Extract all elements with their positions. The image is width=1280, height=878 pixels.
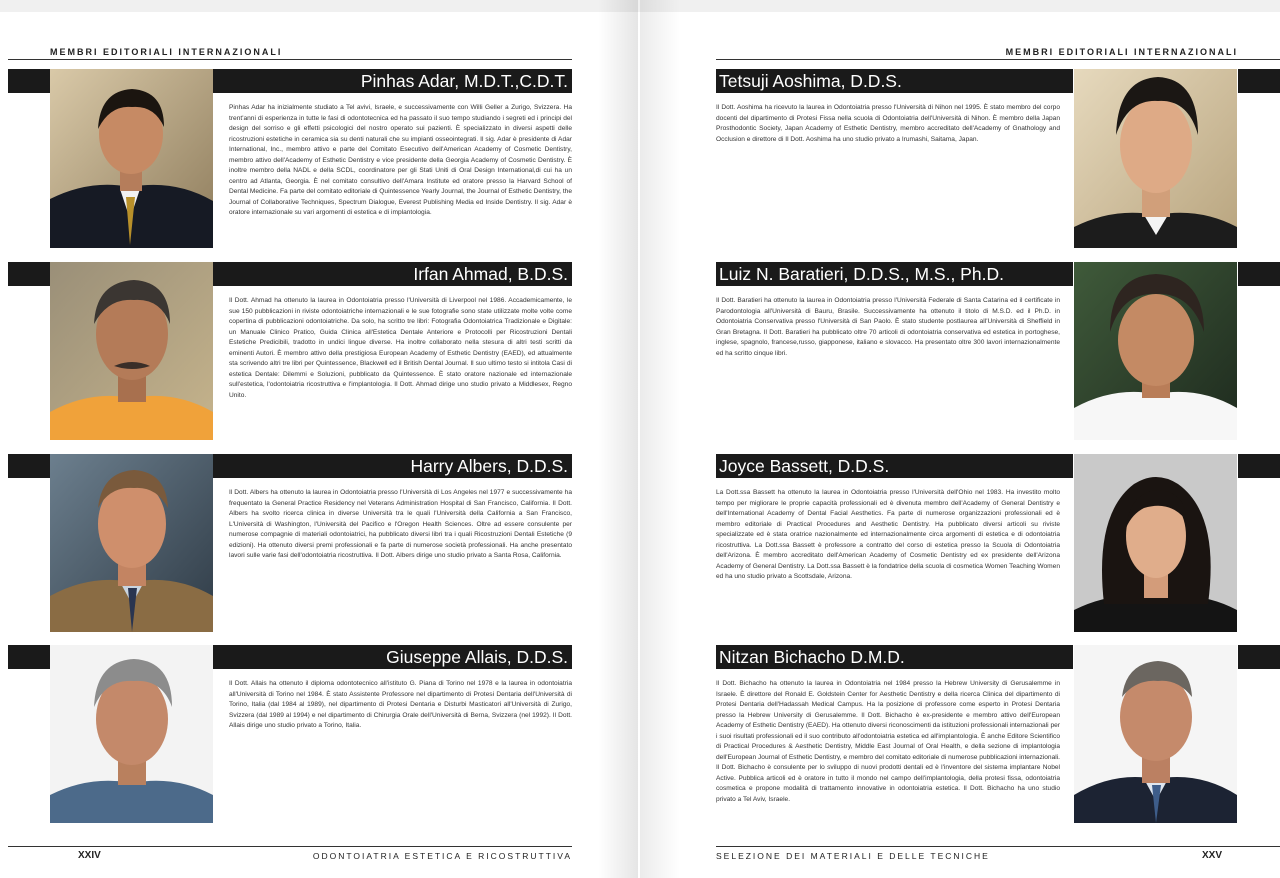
name-bar-stub: [1238, 262, 1280, 286]
profile-photo: [1074, 69, 1237, 248]
name-bar-stub: [8, 262, 50, 286]
profile-bio: La Dott.ssa Bassett ha ottenuto la laurea in Odontoiatria presso l'Università dell'Ohio nel 1983. Ha investito molto tempo per migliorare le proprie capacità professionali ed è divenuta membro dell'Academy of General Dentistry e dell'International Academy of Dental Facial Aesthetics. Fa parte di numerose organizzazioni professionali ed è membro editoriale di Practical Procedures and Aesthetic Dentistry. Ha pubblicato diversi articoli su riviste specializzate ed è stata oratrice nazionalmente ed internazionalmente circa argomenti di estetica e di odontoiatria ricostruttiva. La Dott.ssa Bassett è professore a contratto del corso di estetica presso la Scuola di Odontoiatria dell'Arizona. È membro accreditato dell'American Academy of Cosmetic Dentistry ed ex presidente dell'Arizona Academy of General Dentistry. La Dott.ssa Bassett è la fondatrice della scuola di cosmetica Women Teaching Women ed ha uno studio privato a Scottsdale, Arizona.: [716, 489, 1060, 580]
profile-name: Joyce Bassett, D.D.S.: [719, 456, 890, 476]
profile-photo: [50, 645, 213, 823]
profile-bio: Il Dott. Bichacho ha ottenuto la laurea in Odontoiatria nel 1984 presso la Hebrew University di Gerusalemme in Israele. È direttore del Ronald E. Goldstein Center for Aesthetic Dentistry e della ricerca Clinica del dipartimento di Protesi Dentaria dell'Hadassah Medical Campus. Ha la posizione di professore come esperto in Protesi Dentaria presso la Hebrew University di Gerusalemme. Il Dott. Bichacho è ex-presidente e membro attivo dell'European Academy of Esthetic Dentistry (EAED). Ha ottenuto diversi riconoscimenti da istituzioni professionali internazionali per i suoi risultati professionali ed il suo contributo all'odontoiatria estetica ed all'implantologia. È anche Editore Scientifico di Practical Procedures & Aesthetic Dentistry, Middle East Journal of Oral Health, e della sezione di implantologia dell'European Journal of Esthetic Dentistry, e membro del comitato editoriale di numerose pubblicazioni internazionali. Il Dott. Bichacho è consulente per lo sviluppo di nuovi prodotti dentali ed è l'inventore del sistema implantare Nobel Active. Pubblica articoli ed è oratore in tutto il mondo nel campo dell'implantologia, della protesi fissa, odontoiatria cosmetica e propone modalità di trattamento innovative in odontoiatria estetica. Il Dott. Bichacho ha uno studio privato a Tel Aviv, Israele.: [716, 680, 1060, 803]
profile-bio: Il Dott. Allais ha ottenuto il diploma odontotecnico all'istituto G. Piana di Torino nel 1978 e la laurea in odontoiatria all'Università di Torino nel 1984. È stato Assistente Professore nel dipartimento di Protesi Dentaria dell'Università di Torino, Italia (dal 1984 al 1989), nel dipartimento di Protesi Dentaria e Disturbi Masticatori all'Università di Zurigo, Svizzera (dal 1989 al 1994) e nel dipartimento di Chirurgia Orale dell'Università di Berna, Svizzera (nel 1992). Il Dott. Allais dirige uno studio privato a Torino, Italia.: [229, 680, 572, 729]
left-page-number: XXIV: [78, 850, 101, 861]
profile-bio: Il Dott. Aoshima ha ricevuto la laurea in Odontoiatria presso l'Università di Nihon nel 1995. È stato membro del corpo docenti del dipartimento di Protesi Fissa nella scuola di Odontoiatria dell'Università di Nihon. È membro della Japan Prosthodontic Society, Japan Academy of Esthetic Dentistry, membro accreditato dell'Academy of Gnathology and Occlusion e direttore di Il Dott. Aoshima ha uno studio privato a Irumashi, Saitama, Japan.: [716, 104, 1060, 143]
left-footer-rule: [8, 846, 572, 847]
profile-bio: Pinhas Adar ha inizialmente studiato a Tel avivi, Israele, e successivamente con Willi Geller a Zurigo, Svizzera. Ha trent'anni di esperienza in tutte le fasi di odontotecnica ed ha passato il suo tempo studiando i segreti ed i principi del design del sorriso e gli effetti psicologici del nostro operato sui pazienti. È specializzato in diversi aspetti delle ricostruzioni estetiche in ceramica sia su denti naturali che su impianti osseointegrati. Il sig. Adar è presidente di Adar International, Inc., membro attivo e parte del Comitato Esecutivo dell'American Academy of Cosmetic Dentistry, membro attivo dell'Academy of Esthetic Dentistry e vice presidente della Georgia Academy of Cosmetic Dentistry. È inoltre membro della NADL e della SCDL, coordinatore per gli Stati Uniti di Oral Design International,di cui ha un centro ad Atlanta, Georgia. È nel comitato consultivo dell'Amara Institute ed oratore presso la Harvard School of Dental Medicine. Fa parte del comitato editoriale di Quintessence Yearly Journal, the Journal of Esthetic Dentistry, the Journal of Collaborative Techniques, Spectrum Dialogue, Everest Publishing Media ed Inside Dentistry. Il sig. Adar è oratore internazionale su vari argomenti di estetica e di implantologia.: [229, 104, 572, 216]
name-bar-stub: [1238, 69, 1280, 93]
right-running-footer: SELEZIONE DEI MATERIALI E DELLE TECNICHE: [716, 851, 990, 861]
spine-shadow-right: [640, 0, 680, 878]
profile-name: Giuseppe Allais, D.D.S.: [386, 647, 568, 667]
profile-name: Irfan Ahmad, B.D.S.: [413, 264, 568, 284]
profile-photo: [50, 454, 213, 632]
profile-bio: Il Dott. Albers ha ottenuto la laurea in Odontoiatria presso l'Università di Los Angeles nel 1977 e successivamente ha frequentato la General Practice Residency nel Veterans Administration Hospital di San Francisco, California. Il Dott. Albers ha svolto ricerca clinica in diverse Università tra le quali l'Università della California a San Francisco, L'Università di Washington, l'Università del Pacifico e l'Oregon Health Sciences. Oltre ad essere consulente per numerose compagnie di materiali odontoiatrici, ha pubblicato diversi libri tra i quali Ricostruzioni Dentali Estetiche (9 edizioni). Ha ottenuto diversi premi professionali e fa parte di numerose società professionali. Ha anche presentato lavori sulle varie fasi dell'odontoiatria ricostruttiva. Il Dott. Albers dirige uno studio privato a Santa Rosa, California.: [229, 489, 572, 559]
name-bar-stub: [1238, 645, 1280, 669]
left-header-rule: [8, 59, 572, 60]
profile-photo: [1074, 262, 1237, 440]
profile-name: Luiz N. Baratieri, D.D.S., M.S., Ph.D.: [719, 264, 1004, 284]
profile-name: Nitzan Bichacho D.M.D.: [719, 647, 905, 667]
profile-name: Pinhas Adar, M.D.T.,C.D.T.: [360, 71, 568, 91]
profile-bio: Il Dott. Ahmad ha ottenuto la laurea in Odontoiatria presso l'Università di Liverpool nel 1986. Accademicamente, le sue 150 pubblicazioni in riviste odontoiatriche internazionali e le sue fotografie sono state utilizzate molte volte come copertina di pubblicazioni odontoiatriche. Da solo, ha scritto tre libri: Fotografia Odontoiatrica Tradizionale e Digitale: un Manuale Clinico Pratico, Guida Clinica all'Estetica Dentale Anteriore e Protocolli per Ricostruzioni Dentali Estetiche Predicibili, tradotto in undici lingue diverse. Ha inoltre collaborato nella stesura di altri testi scritti da eminenti Autori. È membro attivo della prestigiosa European Academy of Esthetic Dentistry (EAED), ed attualmente sta scrivendo altri tre libri per Quintessence, Blackwell ed il British Dental Journal. Il suo ultimo testo si intitola Casi di estetica Dentale: Dilemmi e Soluzioni, pubblicato da Quintessence. È stato oratore nazionale ed internazionale sull'estetica, l'odontoiatria ricostruttiva e l'implantologia. Il Dott. Ahmad dirige uno studio privato a Middlesex, Regno Unito.: [229, 297, 572, 399]
spine-shadow-left: [598, 0, 638, 878]
name-bar-stub: [1238, 454, 1280, 478]
profile-photo: [50, 69, 213, 248]
left-running-header: MEMBRI EDITORIALI INTERNAZIONALI: [50, 47, 283, 57]
left-running-footer: ODONTOIATRIA ESTETICA E RICOSTRUTTIVA: [312, 851, 572, 861]
name-bar-stub: [8, 645, 50, 669]
right-footer-rule: [716, 846, 1280, 847]
right-page-number: XXV: [1201, 850, 1222, 861]
profile-photo: [50, 262, 213, 440]
profile-photo: [1074, 454, 1237, 632]
profile-name: Tetsuji Aoshima, D.D.S.: [719, 71, 902, 91]
name-bar-stub: [8, 454, 50, 478]
right-running-header: MEMBRI EDITORIALI INTERNAZIONALI: [1005, 47, 1238, 57]
right-header-rule: [716, 59, 1280, 60]
name-bar-stub: [8, 69, 50, 93]
profile-bio: Il Dott. Baratieri ha ottenuto la laurea in Odontoiatria presso l'Università Federale di Santa Catarina ed il certificate in Parodontologia all'Università di Bauru, Brasile. Successivamente ha ottenuto il titolo di M.S.D. ed il Ph.D. in Odontoiatria Conservativa presso l'Università di San Paolo. È stato studente postlaurea all'Università di Sheffield in Gran Bretagna. Il Dott. Baratieri ha pubblicato oltre 70 articoli di odontoiatria conservativa ed estetica in portoghese, inglese, spagnolo, francese,russo, giapponese, italiano e slovacco. Ha presentato oltre 300 lavori internazionalmente ed ha scritto cinque libri.: [716, 297, 1060, 357]
profile-name: Harry Albers, D.D.S.: [410, 456, 568, 476]
profile-photo: [1074, 645, 1237, 823]
